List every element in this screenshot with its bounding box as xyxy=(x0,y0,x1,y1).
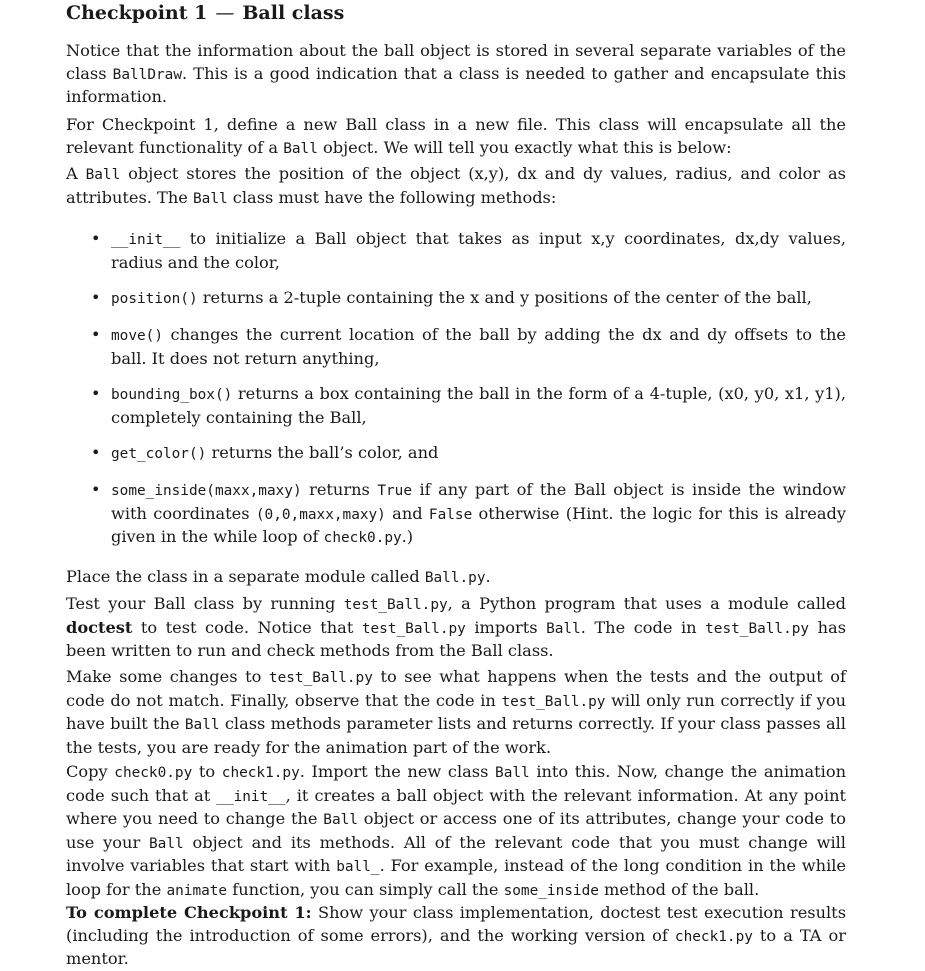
paragraph-test: Test your Ball class by running test_Ball.py, a Python program that uses a module called doctest to test code. Notice that test_Ball.py imports Ball. The code in test_Ball.py has been written to run and check methods from the Ball class. xyxy=(66,594,847,661)
code-test-ball: test_Ball.py xyxy=(705,620,810,637)
list-item-get-color: • get_color() returns the ball’s color, and xyxy=(91,442,846,466)
code-test-ball: test_Ball.py xyxy=(268,670,373,686)
code-move: move() xyxy=(111,328,163,344)
code-check1: check1.py xyxy=(221,765,300,781)
paragraph-changes: Make some changes to test_Ball.py to see what happens when the tests and the output of code do not match. Finally, observe that the code in test_Ball.py will only run correctly if you have built the Ball class methods parameter lists and returns correctly. If your class passes all the tests, you are ready for the animation part of the work. xyxy=(66,667,846,757)
list-item-position: • position() returns a 2-tuple containing the x and y positions of the center of the ball, xyxy=(91,287,846,311)
list-item-init: • __init__ to initialize a Ball object that takes as input x,y coordinates, dx,dy values, radius and the color, xyxy=(91,229,846,272)
paragraph-module: Place the class in a separate module called Ball.py. xyxy=(66,567,491,586)
heading-title: Ball class xyxy=(242,2,345,24)
paragraph-intro: Notice that the information about the ball object is stored in several separate variables of the class BallDraw. This is a good indication that a class is needed to gather and encapsulate this information. xyxy=(66,41,847,107)
code-bounding-box: bounding_box() xyxy=(111,387,233,403)
code-ball: Ball xyxy=(193,190,228,207)
code-ball: Ball xyxy=(283,140,318,157)
code-ball: Ball xyxy=(546,620,581,637)
bullet: • xyxy=(91,480,101,499)
section-heading xyxy=(66,0,344,26)
code-coords: (0,0,maxx,maxy) xyxy=(255,506,386,523)
code-check1: check1.py xyxy=(674,928,753,945)
code-check0: check0.py xyxy=(323,530,402,547)
bullet: • xyxy=(91,229,101,248)
code-init: __init__ xyxy=(111,232,181,248)
code-false: False xyxy=(428,506,473,523)
code-some-inside: some_inside xyxy=(503,882,599,899)
code-some-inside: some_inside(maxx,maxy) xyxy=(111,483,302,499)
code-ball: Ball xyxy=(149,835,184,852)
code-ball: Ball xyxy=(495,765,530,781)
bullet: • xyxy=(91,325,101,344)
doctest-term: doctest xyxy=(66,617,133,637)
code-true: True xyxy=(377,483,412,499)
heading-separator: — xyxy=(215,2,235,24)
code-ball-prefix: ball_ xyxy=(336,859,380,876)
complete-label: To complete Checkpoint 1: xyxy=(66,903,312,922)
bullet: • xyxy=(91,288,101,307)
code-init: __init__ xyxy=(216,788,286,805)
code-ball: Ball xyxy=(323,812,358,829)
paragraph-complete: To complete Checkpoint 1: Show your class implementation, doctest test execution results (including the introduction of some errors), and the working version of check1.py to a TA or mentor. xyxy=(66,903,846,969)
code-get-color: get_color() xyxy=(111,446,207,462)
list-item-move: • move() changes the current location of the ball by adding the dx and dy offsets to the ball. It does not return anything, xyxy=(91,325,846,368)
code-ball: Ball xyxy=(85,167,121,183)
paragraph-define: For Checkpoint 1, define a new Ball class in a new file. This class will encapsulate all the relevant functionality of a Ball object. We will tell you exactly what this is below: xyxy=(66,115,846,157)
paragraph-copy: Copy check0.py to check1.py. Import the new class Ball into this. Now, change the animation code such that at __init__, it creates a ball object with the relevant information. At any point where you need to change the Ball object or access one of its attributes, change your code to use your Ball object and its methods. All of the relevant code that you must change will involve variables that start with ball_. For example, instead of the long condition in the while loop for the animate function, you can simply call the some_inside method of the ball. xyxy=(66,762,847,899)
code-test-ball: test_Ball.py xyxy=(361,620,466,637)
list-item-bounding-box: • bounding_box() returns a box containing the ball in the form of a 4-tuple, (x0, y0, x1, y1), completely containing the Ball, xyxy=(91,384,846,427)
paragraph-attributes: A Ball object stores the position of the object (x,y), dx and dy values, radius, and color as attributes. The Ball class must have the following methods: xyxy=(66,164,846,207)
code-position: position() xyxy=(111,291,198,307)
code-check0: check0.py xyxy=(114,765,193,781)
code-balldraw: BallDraw xyxy=(112,66,182,83)
code-test-ball: test_Ball.py xyxy=(501,693,606,710)
heading-number: Checkpoint 1 xyxy=(66,2,208,24)
code-animate: animate xyxy=(166,882,228,899)
bullet: • xyxy=(91,384,101,403)
code-ball: Ball xyxy=(184,717,220,734)
code-test-ball: test_Ball.py xyxy=(343,597,448,613)
code-ball-py: Ball.py xyxy=(424,570,486,586)
bullet: • xyxy=(91,443,101,462)
list-item-some-inside: • some_inside(maxx,maxy) returns True if any part of the Ball object is inside the window with coordinates (0,0,maxx,maxy) and False otherwise (Hint. the logic for this is already given in the while loop of check0.py.) xyxy=(91,480,847,547)
